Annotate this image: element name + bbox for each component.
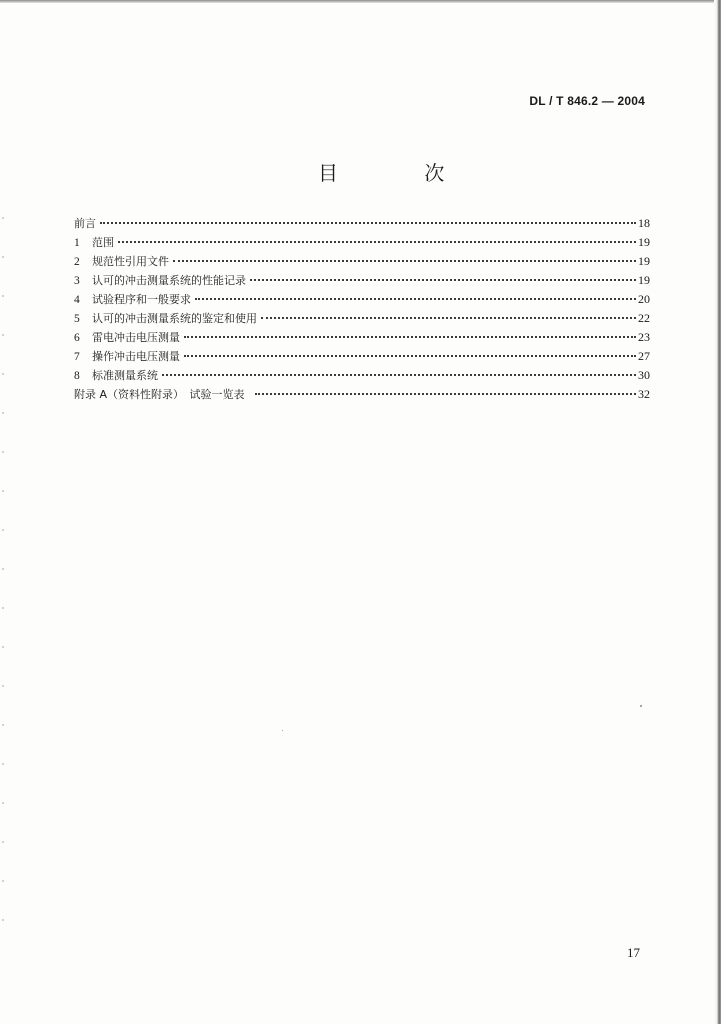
toc-entry-3[interactable] <box>74 271 650 290</box>
toc-entry-title: 雷电冲击电压测量 <box>92 331 180 344</box>
toc-entry-annex-a[interactable] <box>74 385 650 404</box>
toc-entry-number: 8 <box>74 370 80 382</box>
toc-leader-dots <box>184 336 636 338</box>
toc-entry-page: 18 <box>638 216 650 230</box>
toc-entry-8[interactable] <box>74 366 650 385</box>
toc-heading: 目 次 <box>318 161 485 185</box>
toc-leader-dots <box>100 222 636 224</box>
scan-speck <box>640 705 642 707</box>
toc-entry-6[interactable] <box>74 328 650 347</box>
toc-entry-page: 19 <box>638 235 650 249</box>
toc-leader-dots <box>250 279 636 281</box>
toc-entry-title: 认可的冲击测量系统的鉴定和使用 <box>92 312 257 325</box>
toc-leader-dots <box>118 241 636 243</box>
document-code: DL / T 846.2 — 2004 <box>529 94 645 108</box>
toc-entry-number: 1 <box>74 237 80 249</box>
toc-entry-foreword[interactable] <box>74 214 650 233</box>
toc-entry-number: 4 <box>74 294 80 306</box>
toc-entry-title: 前言 <box>74 217 96 230</box>
toc-entry-title: 操作冲击电压测量 <box>92 350 180 363</box>
toc-entry-page: 32 <box>638 387 650 401</box>
table-of-contents <box>74 214 650 404</box>
toc-entry-title: 试验程序和一般要求 <box>92 293 191 306</box>
toc-entry-number: 5 <box>74 313 80 325</box>
toc-leader-dots <box>173 260 636 262</box>
toc-leader-dots <box>261 317 636 319</box>
toc-entry-title: 认可的冲击测量系统的性能记录 <box>92 274 246 287</box>
toc-entry-5[interactable] <box>74 309 650 328</box>
toc-entry-title: 标准测量系统 <box>92 369 158 382</box>
toc-entry-title: 附录 A（资料性附录） 试验一览表 <box>74 388 245 401</box>
scan-right-edge <box>714 0 721 1024</box>
toc-entry-page: 30 <box>638 368 650 382</box>
toc-entry-page: 20 <box>638 292 650 306</box>
toc-entry-2[interactable] <box>74 252 650 271</box>
toc-entry-page: 22 <box>638 311 650 325</box>
toc-leader-dots <box>184 355 636 357</box>
toc-entry-title: 范围 <box>92 236 114 249</box>
toc-leader-dots <box>255 393 636 395</box>
toc-entry-page: 19 <box>638 254 650 268</box>
toc-entry-1[interactable] <box>74 233 650 252</box>
toc-entry-number: 2 <box>74 256 80 268</box>
toc-entry-title: 规范性引用文件 <box>92 255 169 268</box>
toc-entry-page: 19 <box>638 273 650 287</box>
toc-entry-number: 3 <box>74 275 80 287</box>
page-number: 17 <box>627 945 640 960</box>
toc-entry-number: 7 <box>74 351 80 363</box>
toc-entry-page: 27 <box>638 349 650 363</box>
scan-left-marks <box>2 180 4 940</box>
toc-entry-7[interactable] <box>74 347 650 366</box>
toc-entry-4[interactable] <box>74 290 650 309</box>
scan-top-edge <box>0 0 721 3</box>
scan-speck <box>282 730 283 731</box>
toc-entry-number: 6 <box>74 332 80 344</box>
toc-leader-dots <box>195 298 636 300</box>
toc-leader-dots <box>162 374 636 376</box>
toc-entry-page: 23 <box>638 330 650 344</box>
